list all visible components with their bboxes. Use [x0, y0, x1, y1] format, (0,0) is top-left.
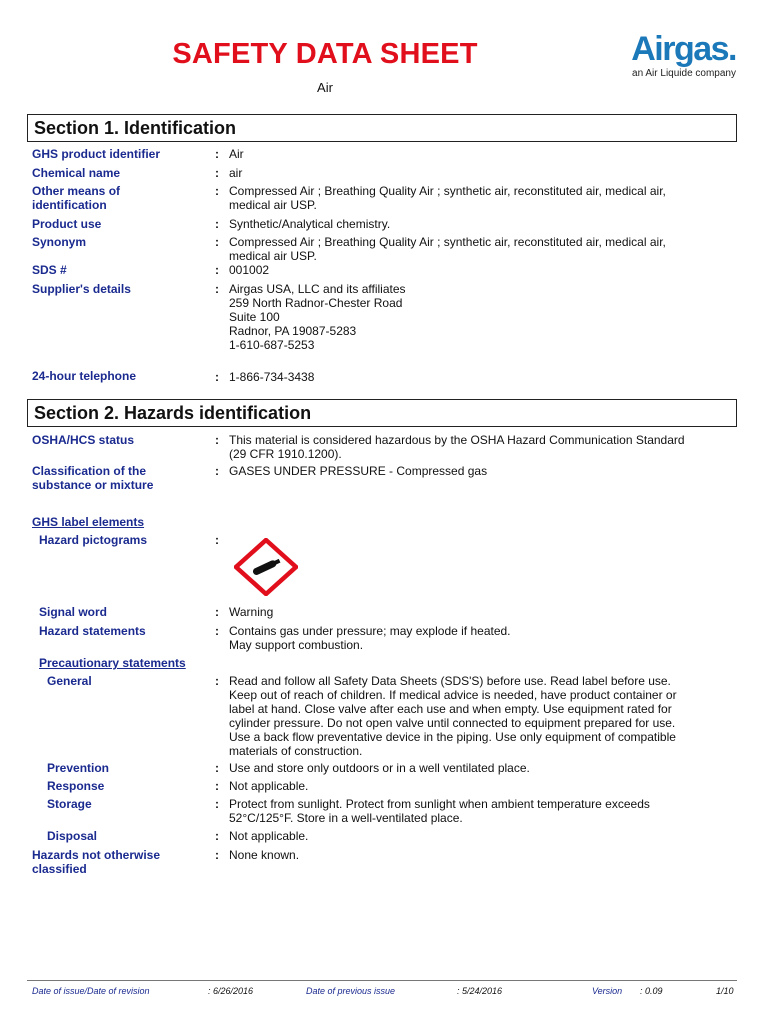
field-value: Air: [229, 147, 244, 161]
field-label: SDS #: [32, 263, 67, 277]
airgas-logo: [626, 32, 736, 79]
colon: :: [215, 433, 219, 447]
colon: :: [215, 464, 219, 478]
field-label: Supplier's details: [32, 282, 131, 296]
field-value: Warning: [229, 605, 274, 619]
colon: :: [215, 533, 219, 547]
field-value: Synthetic/Analytical chemistry.: [229, 217, 391, 231]
colon: :: [215, 282, 219, 296]
colon: :: [215, 166, 219, 180]
field-label: Chemical name: [32, 166, 121, 180]
field-label: Signal word: [39, 605, 108, 619]
field-label: OSHA/HCS status: [32, 433, 135, 447]
field-label: General: [47, 674, 92, 688]
field-value: air: [229, 166, 243, 180]
field-label: Classification of the substance or mixture: [32, 464, 154, 492]
field-label: Hazard pictograms: [39, 533, 148, 547]
field-label: Disposal: [47, 829, 98, 843]
field-label: Hazards not otherwise classified: [32, 848, 161, 876]
field-label: Synonym: [32, 235, 87, 249]
product-subtitle: Air: [317, 80, 333, 95]
colon: :: [215, 370, 219, 384]
field-label: 24-hour telephone: [32, 369, 137, 383]
footer-page-number: 1/10: [716, 986, 734, 996]
field-label: Hazard statements: [39, 624, 146, 638]
field-value: Not applicable.: [229, 829, 309, 843]
field-value: Not applicable.: [229, 779, 309, 793]
logo-tagline: an Air Liquide company: [632, 68, 736, 79]
footer-previous-date: : 5/24/2016: [457, 986, 503, 996]
colon: :: [215, 235, 219, 249]
section-2-heading: Section 2. Hazards identification: [27, 399, 737, 427]
colon: :: [215, 263, 219, 277]
footer-issue-label: Date of issue/Date of revision: [32, 986, 150, 996]
field-value: Compressed Air ; Breathing Quality Air ; synthetic air, reconstituted air, medical air, medical air USP.: [229, 235, 666, 263]
colon: :: [215, 797, 219, 811]
document-title: SAFETY DATA SHEET: [172, 38, 478, 70]
field-label: Response: [47, 779, 105, 793]
field-label: Other means of identification: [32, 184, 121, 212]
field-value: Use and store only outdoors or in a well ventilated place.: [229, 761, 530, 775]
footer-version-value: : 0.09: [640, 986, 663, 996]
colon: :: [215, 848, 219, 862]
colon: :: [215, 779, 219, 793]
field-value: Contains gas under pressure; may explode if heated. May support combustion.: [229, 624, 511, 652]
section-1-heading: Section 1. Identification: [27, 114, 737, 142]
colon: :: [215, 217, 219, 231]
footer-previous-label: Date of previous issue: [306, 986, 396, 996]
field-value: 1-866-734-3438: [229, 370, 315, 384]
field-value: Read and follow all Safety Data Sheets (SDS'S) before use. Read label before use. Keep out of reach of children. If medical advice is needed, have product container or label at hand. Close valve after each use and when empty. Use equipment rated for cylinder pressure. Do not open valve until connected to equipment prepared for use. Use a back flow preventative device in the piping. Use only equipment of compatible materials of construction.: [229, 674, 677, 758]
field-label: Prevention: [47, 761, 110, 775]
colon: :: [215, 674, 219, 688]
field-label: Storage: [47, 797, 92, 811]
gas-cylinder-icon: [234, 538, 298, 596]
footer-divider: [27, 980, 737, 981]
footer-issue-date: : 6/26/2016: [208, 986, 254, 996]
colon: :: [215, 147, 219, 161]
footer-version-label: Version: [592, 986, 623, 996]
field-value: Airgas USA, LLC and its affiliates 259 North Radnor-Chester Road Suite 100 Radnor, PA 19087-5283 1-610-687-5253: [229, 282, 406, 352]
field-value: None known.: [229, 848, 300, 862]
field-label: GHS product identifier: [32, 147, 161, 161]
field-value: This material is considered hazardous by the OSHA Hazard Communication Standard (29 CFR 1910.1200).: [229, 433, 685, 461]
logo-wordmark: Airgas.: [631, 30, 736, 68]
colon: :: [215, 761, 219, 775]
colon: :: [215, 624, 219, 638]
colon: :: [215, 605, 219, 619]
field-value: Protect from sunlight. Protect from sunlight when ambient temperature exceeds 52°C/125°F. Store in a well-ventilated place.: [229, 797, 650, 825]
field-value: GASES UNDER PRESSURE - Compressed gas: [229, 464, 488, 478]
field-value: 001002: [229, 263, 270, 277]
colon: :: [215, 184, 219, 198]
colon: :: [215, 829, 219, 843]
field-value: Compressed Air ; Breathing Quality Air ; synthetic air, reconstituted air, medical air, medical air USP.: [229, 184, 666, 212]
ghs-label-elements-heading: GHS label elements: [32, 515, 145, 529]
precautionary-statements-heading: Precautionary statements: [39, 656, 186, 670]
field-label: Product use: [32, 217, 102, 231]
